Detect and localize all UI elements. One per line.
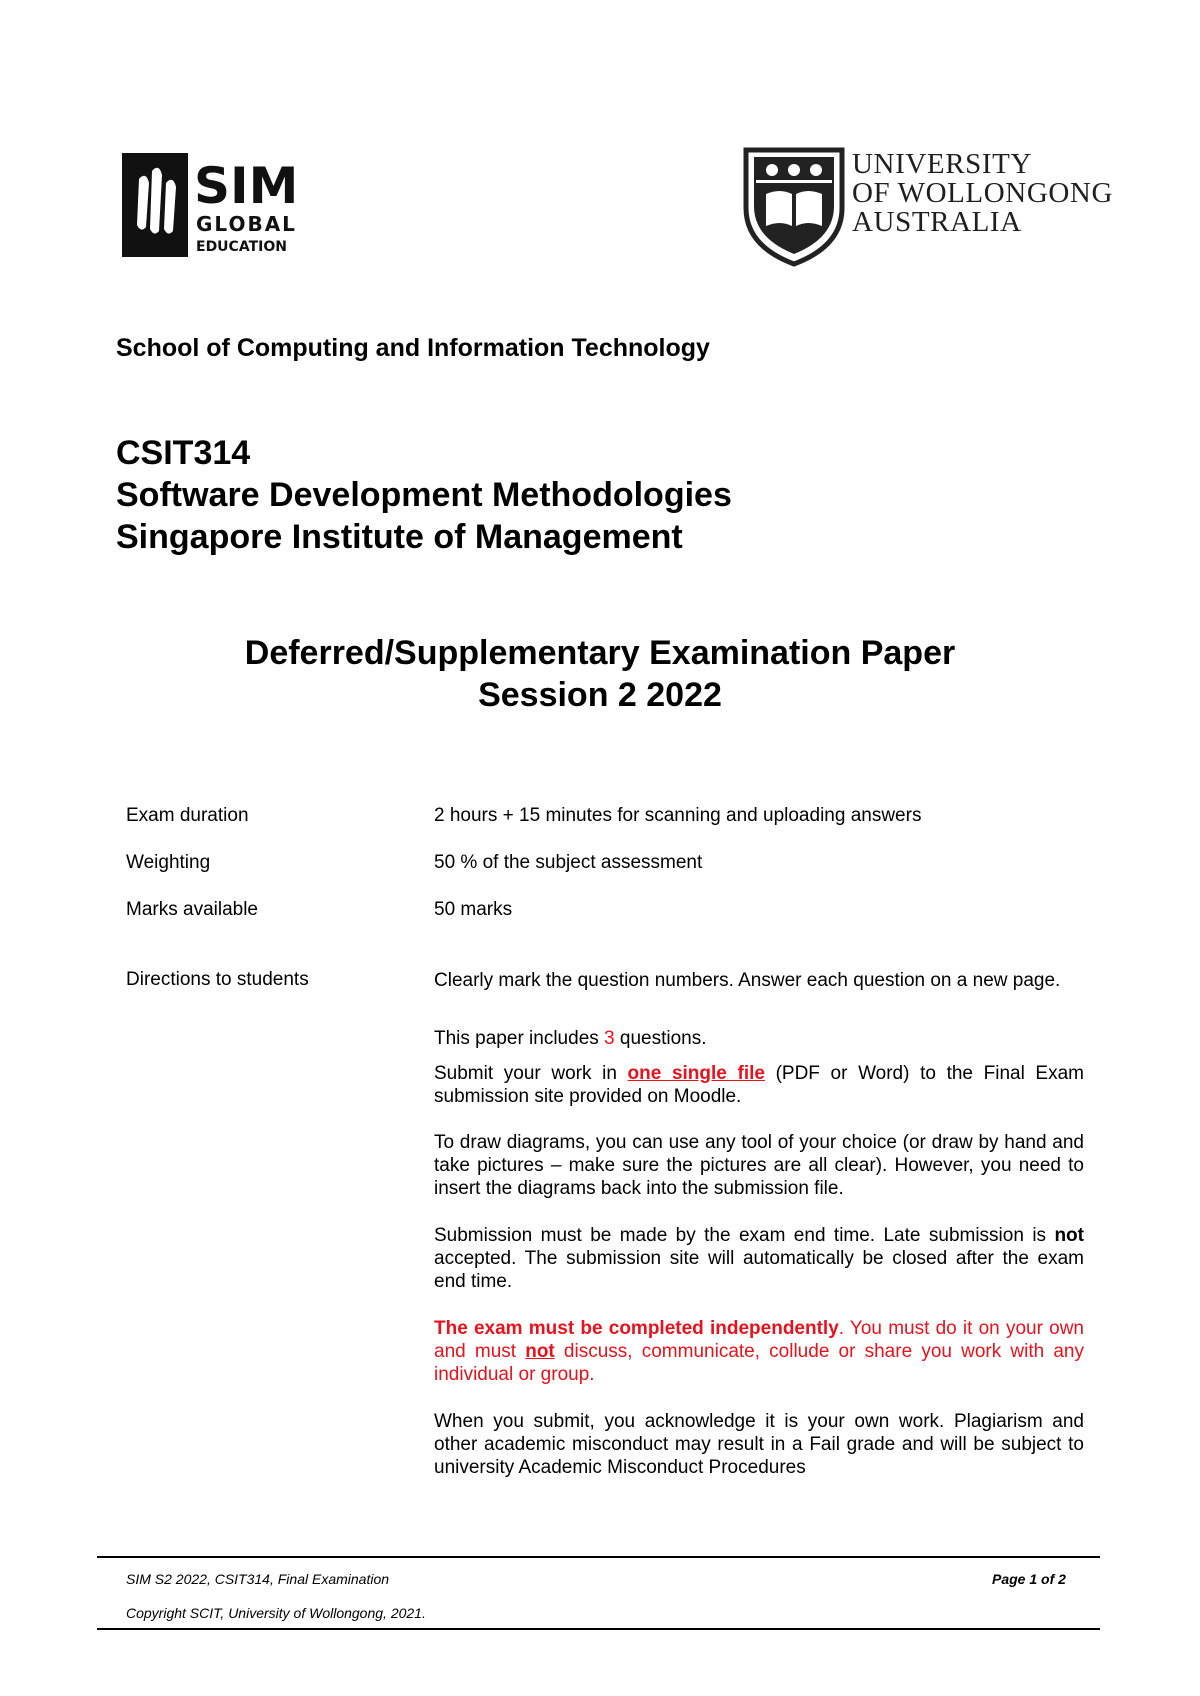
svg-text:EDUCATION: EDUCATION (196, 239, 287, 255)
subject-code: CSIT314 (116, 434, 251, 472)
directions-paragraph-3: Submit your work in one single file (PDF or Word) to the Final Exam submission site provided on Moodle. (434, 1063, 1084, 1107)
footer-copyright: Copyright SCIT, University of Wollongong, 2021. (126, 1605, 426, 1621)
svg-text:SIM: SIM (194, 157, 299, 215)
detail-value-marks: 50 marks (434, 899, 513, 920)
footer-top-rule (97, 1556, 1100, 1558)
one-single-file-emphasis: one single file (627, 1063, 765, 1084)
uow-wordmark: UNIVERSITY OF WOLLONGONG AUSTRALIA (852, 148, 1113, 238)
directions-paragraph-1: Clearly mark the question numbers. Answer each question on a new page. (434, 970, 1061, 991)
exam-title-block (0, 632, 1200, 716)
svg-text:GLOBAL: GLOBAL (196, 212, 297, 236)
question-count: 3 (604, 1028, 615, 1049)
detail-label-duration: Exam duration (126, 805, 249, 826)
directions-paragraph-5: Submission must be made by the exam end time. Late submission is not accepted. The submission site will automatically be closed after the exam end time. (434, 1225, 1084, 1292)
detail-label-marks: Marks available (126, 899, 258, 920)
footer-exam-info: SIM S2 2022, CSIT314, Final Examination (126, 1571, 390, 1587)
uow-crest-icon (742, 146, 846, 268)
directions-paragraph-4: To draw diagrams, you can use any tool of your choice (or draw by hand and take pictures – make sure the pictures are all clear). However, you need to insert the diagrams back into the submission file. (434, 1132, 1084, 1199)
detail-label-weighting: Weighting (126, 852, 211, 873)
detail-value-duration: 2 hours + 15 minutes for scanning and uploading answers (434, 805, 922, 826)
subject-title-block (116, 432, 732, 558)
school-name: School of Computing and Information Technology (116, 334, 710, 362)
sim-global-education-logo (122, 153, 302, 257)
footer-page-number: Page 1 of 2 (992, 1571, 1066, 1587)
directions-label: Directions to students (126, 969, 309, 990)
exam-title: Deferred/Supplementary Examination Paper (244, 634, 956, 672)
institute-name: Singapore Institute of Management (116, 518, 683, 556)
directions-paragraph-7: When you submit, you acknowledge it is your own work. Plagiarism and other academic misconduct may result in a Fail grade and will be subject to university Academic Misconduct Procedures (434, 1411, 1084, 1478)
footer-bottom-rule (97, 1628, 1100, 1630)
exam-session: Session 2 2022 (478, 676, 722, 714)
directions-paragraph-6: The exam must be completed independently. You must do it on your own and must not discuss, communicate, collude or share you work with any individual or group. (434, 1318, 1084, 1385)
directions-paragraph-2: This paper includes 3 questions. (434, 1028, 707, 1049)
detail-value-weighting: 50 % of the subject assessment (434, 852, 703, 873)
subject-name: Software Development Methodologies (116, 476, 732, 514)
